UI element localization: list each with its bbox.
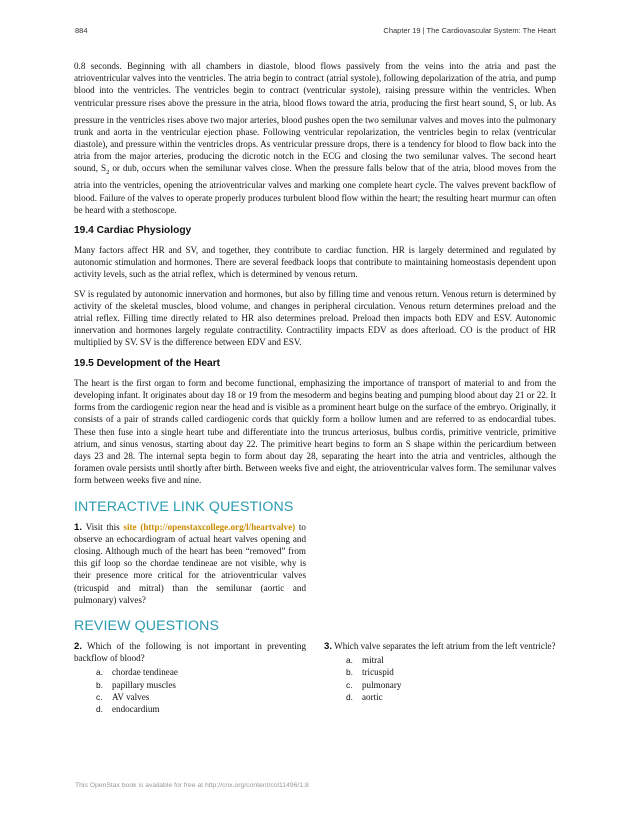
- answer-option: c. AV valves: [96, 691, 150, 702]
- development-paragraph: The heart is the first organ to form and become functional, emphasizing the importance of transport of material to and from the developing infant. It originates about day 18 or 19 from the mesoderm and begins beating and pumping blood about day 21 or 22. It forms from the cardiogenic region near the head and is visible as a prominent heart bulge on the surface of the embryo. Originally, it consists of a pair of strands called cardiogenic cords that quickly form a hollow lumen and are referred to as endocardial tubes. These then fuse into a single heart tube and differentiate into the truncus arteriosus, bulbus cordis, primitive ventricle, primitive atrium, and sinus venosus, starting about day 22. The primitive heart begins to form an S shape within the pericardium between days 23 and 28. The internal septa begin to form about day 28, separating the heart into the atria and ventricles, although the foramen ovale persists until shortly after birth. Between weeks five and eight, the atrioventricular valves form. The semilunar valves form between weeks five and nine.: [74, 377, 556, 486]
- interactive-link-questions-heading: INTERACTIVE LINK QUESTIONS: [74, 498, 294, 515]
- interactive-question-1: 1. Visit this site (http://openstaxcollege.org/l/heartvalve) to observe an echocardiogram of actual heart valves opening and closing. Although much of the heart has been “removed” from this gif loop so the chordae tendineae are not visible, why is their presence more critical for the atrioventricular valves (tricuspid and mitral) than the semilunar (aortic and pulmonary) valves?: [74, 521, 306, 605]
- running-header: Chapter 19 | The Cardiovascular System: The Heart: [383, 26, 556, 35]
- review-question-3: 3. Which valve separates the left atrium from the left ventricle? a. mitral b. tricuspid c. pulmonary d. aortic: [324, 640, 556, 702]
- answer-option: c. pulmonary: [346, 679, 402, 690]
- answer-options: [324, 654, 556, 703]
- section-heading-cardiac-physiology: 19.4 Cardiac Physiology: [74, 225, 192, 237]
- cardiac-physiology-paragraph-1: Many factors affect HR and SV, and together, they contribute to cardiac function. HR is largely determined and regulated by autonomic stimulation and hormones. There are several feedback loops that contribute to maintaining homeostasis dependent upon activity levels, such as the atrial reflex, which is determined by venous return.: [74, 245, 556, 280]
- page-footer: This OpenStax book is available for free at http://cnx.org/content/col11496/1.8: [75, 782, 309, 789]
- answer-option: b. tricuspid: [346, 667, 394, 678]
- page-number: 884: [75, 26, 88, 35]
- answer-option: d. aortic: [346, 691, 383, 702]
- review-questions-heading: REVIEW QUESTIONS: [74, 617, 220, 634]
- answer-option: d. endocardium: [96, 703, 160, 714]
- heartvalve-link[interactable]: site (http://openstaxcollege.org/l/heartvalve): [123, 521, 296, 532]
- answer-option: a. mitral: [346, 655, 384, 666]
- cardiac-physiology-paragraph-2: SV is regulated by autonomic innervation and hormones, but also by filling time and venous return. Venous return is determined by activity of the skeletal muscles, blood volume, and changes in peripheral circulation. Venous return determines preload and the atrial reflex. Filling time directly related to HR also determines preload. Preload then impacts both EDV and ESV. Autonomic innervation and hormones largely regulate contractility. Contractility impacts EDV as does afterload. CO is the product of HR multiplied by SV. SV is the difference between EDV and ESV.: [74, 288, 556, 348]
- answer-option: b. papillary muscles: [96, 679, 176, 690]
- answer-options: [74, 666, 306, 715]
- answer-option: a. chordae tendineae: [96, 667, 178, 678]
- section-heading-development: 19.5 Development of the Heart: [74, 357, 221, 369]
- intro-paragraph: 0.8 seconds. Beginning with all chambers in diastole, blood flows passively from the veins into the atria and past the atrioventricular valves into the ventricles. The atria begin to contract (atrial systole), following depolarization of the atria, and pump blood into the ventricles. The ventricles begin to contract (ventricular systole), raising pressure within the ventricles. When ventricular pressure rises above the pressure in the atria, blood flows toward the atria, producing the first heart sound, $S_1$ or lub. As pressure in the ventricles rises above two major arteries, blood pushes open the two semilunar valves and moves into the pulmonary trunk and aorta in the ventricular ejection phase. Following ventricular repolarization, the ventricles begin to relax (ventricular diastole), and pressure within the ventricles drops. As ventricular pressure drops, there is a tendency for blood to flow back into the atria from the major arteries, producing the dicrotic notch in the ECG and closing the two semilunar valves. The second heart sound, $S_2$ or dub, occurs when the semilunar valves close. When the pressure falls below that of the atria, blood moves from the atria into the ventricles, opening the atrioventricular valves and marking one complete heart cycle. The valves prevent backflow of blood. Failure of the valves to operate properly produces turbulent blood flow within the heart; the resulting heart murmur can often be heard with a stethoscope.: [74, 61, 556, 215]
- page-content: [74, 60, 556, 715]
- review-question-2: 2. Which of the following is not important in preventing backflow of blood? a. chordae tendineae b. papillary muscles c. AV valves d. endocardium: [74, 640, 306, 714]
- review-questions-columns: [74, 640, 556, 715]
